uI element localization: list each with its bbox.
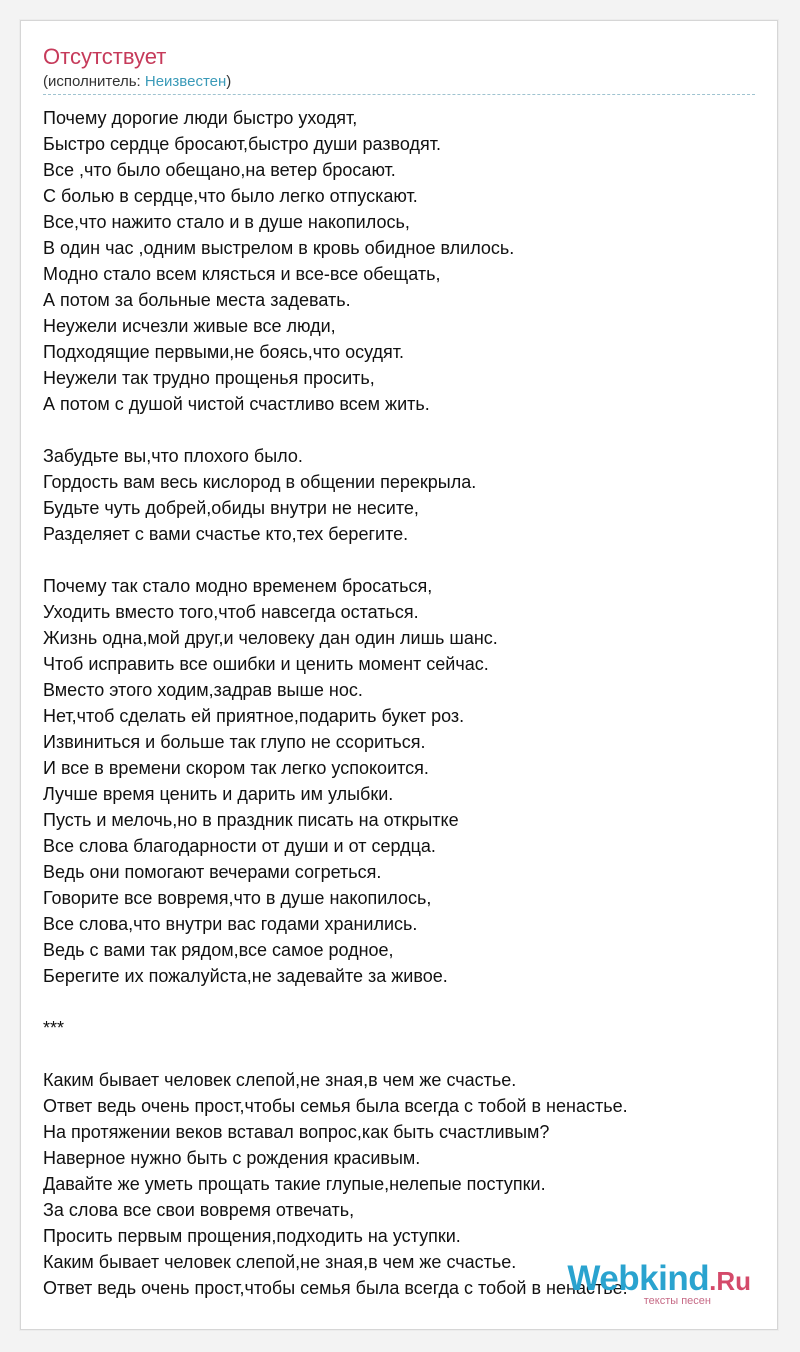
lyrics-line: И все в времени скором так легко успокоится. [43,758,429,778]
lyrics-stanza [43,105,763,417]
lyrics-line: Почему так стало модно временем бросаться, [43,576,433,596]
lyrics-line: Все слова,что внутри вас годами хранились. [43,914,418,934]
lyrics-line: Нет,чтоб сделать ей приятное,подарить букет роз. [43,706,465,726]
lyrics-line: А потом за больные места задевать. [43,290,351,310]
lyrics-line: Ответ ведь очень прост,чтобы семья была всегда с тобой в ненастье. [43,1278,628,1298]
lyrics-line: Подходящие первыми,не боясь,что осудят. [43,342,405,362]
lyrics-line: С болью в сердце,что было легко отпускают. [43,186,418,206]
logo-tagline: тексты песен [643,1295,711,1307]
lyrics-line: Ответ ведь очень прост,чтобы семья была всегда с тобой в ненастье. [43,1096,628,1116]
lyrics-line: Неужели так трудно прощенья просить, [43,368,375,388]
lyrics-line: Забудьте вы,что плохого было. [43,446,303,466]
lyrics-line: Каким бывает человек слепой,не зная,в чем же счастье. [43,1070,517,1090]
lyrics-line: Давайте же уметь прощать такие глупые,нелепые поступки. [43,1174,546,1194]
lyrics-line: Говорите все вовремя,что в душе накопилось, [43,888,432,908]
lyrics-line: Лучше время ценить и дарить им улыбки. [43,784,394,804]
song-header [43,44,755,95]
lyrics-line: Быстро сердце бросают,быстро души разводят. [43,134,442,154]
lyrics-line: Пусть и мелочь,но в праздник писать на открытке [43,810,459,830]
logo-wordmark: Webkind [567,1259,710,1298]
lyrics-line: Наверное нужно быть с рождения красивым. [43,1148,421,1168]
lyrics-line: Все,что нажито стало и в душе накопилось, [43,212,410,232]
lyrics-line: Просить первым прощения,подходить на уступки. [43,1226,461,1246]
lyrics-text [43,105,763,1327]
site-logo[interactable] [567,1261,751,1307]
lyrics-line: Неужели исчезли живые все люди, [43,316,336,336]
lyrics-line: Уходить вместо того,чтоб навсегда остаться. [43,602,419,622]
lyrics-line: Модно стало всем клясться и все-все обещать, [43,264,441,284]
lyrics-line: Берегите их пожалуйста,не задевайте за живое. [43,966,448,986]
lyrics-line: Каким бывает человек слепой,не зная,в чем же счастье. [43,1252,517,1272]
lyrics-line: Гордость вам весь кислород в общении перекрыла. [43,472,477,492]
lyrics-line: На протяжении веков вставал вопрос,как быть счастливым? [43,1122,550,1142]
logo-domain: .Ru [709,1266,751,1296]
lyrics-line: Все слова благодарности от души и от сердца. [43,836,436,856]
lyrics-line: В один час ,одним выстрелом в кровь обидное влилось. [43,238,515,258]
lyrics-stanza [43,1015,763,1041]
lyrics-stanza [43,573,763,989]
lyrics-line: Все ,что было обещано,на ветер бросают. [43,160,396,180]
lyrics-line: Разделяет с вами счастье кто,тех берегите. [43,524,409,544]
lyrics-line: *** [43,1018,65,1038]
lyrics-stanza [43,443,763,547]
lyrics-line: А потом с душой чистой счастливо всем жить. [43,394,430,414]
lyrics-card [20,20,778,1330]
lyrics-line: Ведь с вами так рядом,все самое родное, [43,940,394,960]
artist-line [43,72,755,95]
lyrics-line: Будьте чуть добрей,обиды внутри не несите, [43,498,419,518]
lyrics-line: Почему дорогие люди быстро уходят, [43,108,358,128]
song-title: Отсутствует [43,44,167,69]
lyrics-line: Вместо этого ходим,задрав выше нос. [43,680,363,700]
artist-suffix: ) [226,73,232,90]
lyrics-line: Жизнь одна,мой друг,и человеку дан один лишь шанс. [43,628,498,648]
lyrics-line: Ведь они помогают вечерами согреться. [43,862,382,882]
lyrics-line: Извиниться и больше так глупо не ссориться. [43,732,426,752]
lyrics-line: Чтоб исправить все ошибки и ценить момент сейчас. [43,654,489,674]
artist-prefix: (исполнитель: [43,73,145,90]
artist-link[interactable]: Неизвестен [144,73,227,90]
lyrics-line: За слова все свои вовремя отвечать, [43,1200,355,1220]
